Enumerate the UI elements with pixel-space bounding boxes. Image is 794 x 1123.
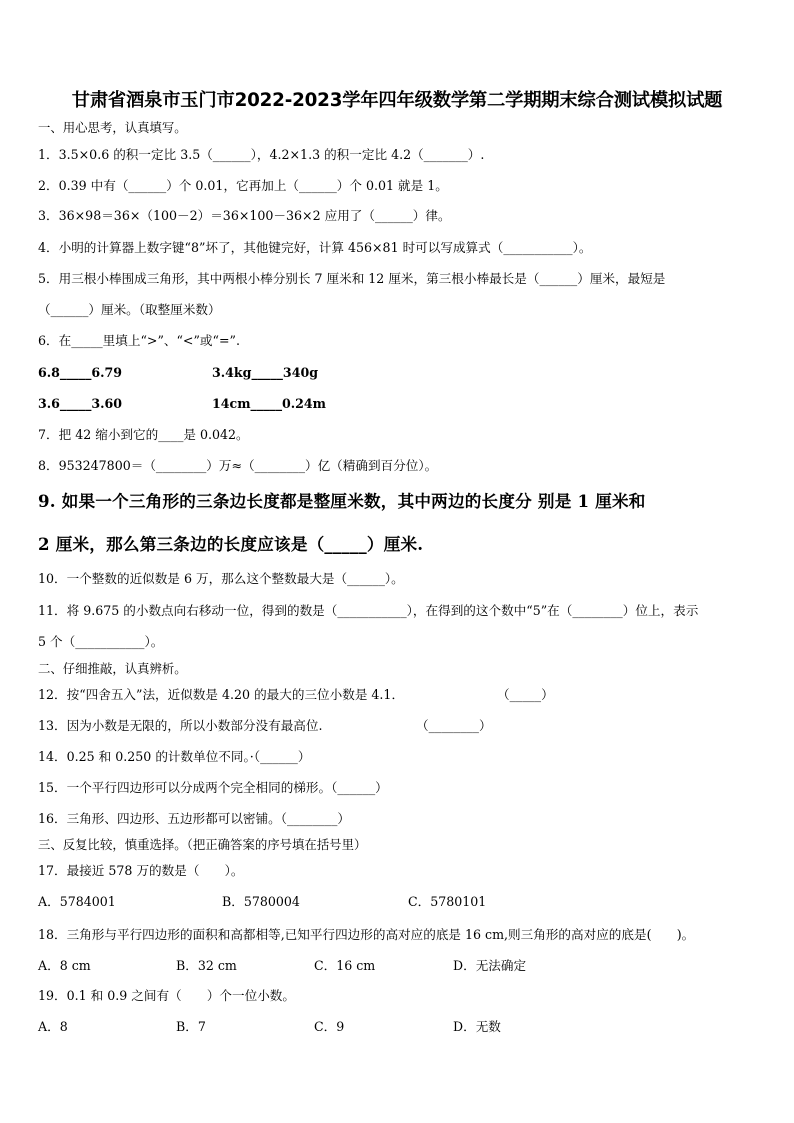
question-17-option-a: A．5784001 xyxy=(38,894,116,909)
question-18-option-c: C．16 cm xyxy=(314,958,376,973)
question-11-line-1: 11．将 9.675 的小数点向右移动一位，得到的数是（___________），在得到的这个数中“5”在（________）位上，表示 xyxy=(38,603,699,618)
question-13: 13．因为小数是无限的，所以小数部分没有最高位. xyxy=(38,718,323,733)
question-6-item-2: 3.4kg_____340g xyxy=(212,365,319,380)
question-9-line-1: 9. 如果一个三角形的三条边长度都是整厘米数，其中两边的长度分 别是 1 厘米和 xyxy=(38,491,646,511)
question-13-answer-blank: （________） xyxy=(416,718,492,733)
question-3: 3．36×98＝36×（100－2）＝36×100－36×2 应用了（______）律。 xyxy=(38,208,451,223)
question-2: 2．0.39 中有（______）个 0.01，它再加上（______）个 0.01 就是 1。 xyxy=(38,178,448,193)
question-19-option-c: C．9 xyxy=(314,1019,345,1034)
question-10: 10．一个整数的近似数是 6 万，那么这个整数最大是（______）。 xyxy=(38,571,404,586)
question-17-option-c: C．5780101 xyxy=(408,894,487,909)
section-3-heading: 三、反复比较，慎重选择。（把正确答案的序号填在括号里） xyxy=(38,837,367,852)
question-19-option-b: B．7 xyxy=(176,1019,206,1034)
question-17-option-b: B．5780004 xyxy=(222,894,300,909)
question-4: 4．小明的计算器上数字键“8”坏了，其他键完好，计算 456×81 时可以写成算式（___________）。 xyxy=(38,240,592,255)
question-18: 18．三角形与平行四边形的面积和高都相等,已知平行四边形的高对应的底是 16 cm,则三角形的高对应的底是( )。 xyxy=(38,927,695,942)
question-19-option-a: A．8 xyxy=(38,1019,68,1034)
question-18-option-b: B．32 cm xyxy=(176,958,237,973)
question-5-line-2: （______）厘米。（取整厘米数） xyxy=(38,302,221,317)
question-5-line-1: 5．用三根小棒围成三角形，其中两根小棒分别长 7 厘米和 12 厘米，第三根小棒最长是（______）厘米，最短是 xyxy=(38,271,666,286)
question-14: 14．0.25 和 0.250 的计数单位不同。·（______） xyxy=(38,749,311,764)
question-6-item-4: 14cm_____0.24m xyxy=(212,396,327,411)
question-18-option-d: D．无法确定 xyxy=(453,958,527,973)
page-title: 甘肃省酒泉市玉门市2022-2023学年四年级数学第二学期期末综合测试模拟试题 xyxy=(71,90,723,111)
question-17: 17．最接近 578 万的数是（ ）。 xyxy=(38,863,244,878)
question-15: 15．一个平行四边形可以分成两个完全相同的梯形。（______） xyxy=(38,780,388,795)
question-18-option-a: A．8 cm xyxy=(38,958,91,973)
question-11-line-2: 5 个（___________）。 xyxy=(38,634,164,649)
section-1-heading: 一、用心思考，认真填写。 xyxy=(38,120,187,135)
question-6: 6．在_____里填上“>”、“<”或“=”. xyxy=(38,333,240,348)
question-19-option-d: D．无数 xyxy=(453,1019,501,1034)
question-9-line-2: 2 厘米，那么第三条边的长度应该是（_____）厘米. xyxy=(38,534,424,554)
question-6-item-3: 3.6_____3.60 xyxy=(38,396,123,411)
question-6-item-1: 6.8_____6.79 xyxy=(38,365,123,380)
section-2-heading: 二、仔细推敲，认真辨析。 xyxy=(38,661,187,676)
question-16: 16．三角形、四边形、五边形都可以密铺。（________） xyxy=(38,811,350,826)
question-12: 12．按“四舍五入”法，近似数是 4.20 的最大的三位小数是 4.1． xyxy=(38,687,405,702)
question-1: 1．3.5×0.6 的积一定比 3.5（______），4.2×1.3 的积一定比 4.2（_______）. xyxy=(38,147,485,162)
question-7: 7．把 42 缩小到它的____是 0.042。 xyxy=(38,427,249,442)
question-12-answer-blank: （_____） xyxy=(497,687,554,702)
question-8: 8．953247800＝（________）万≈（________）亿（精确到百分位）。 xyxy=(38,458,438,473)
question-19: 19．0.1 和 0.9 之间有（ ）个一位小数。 xyxy=(38,988,295,1003)
